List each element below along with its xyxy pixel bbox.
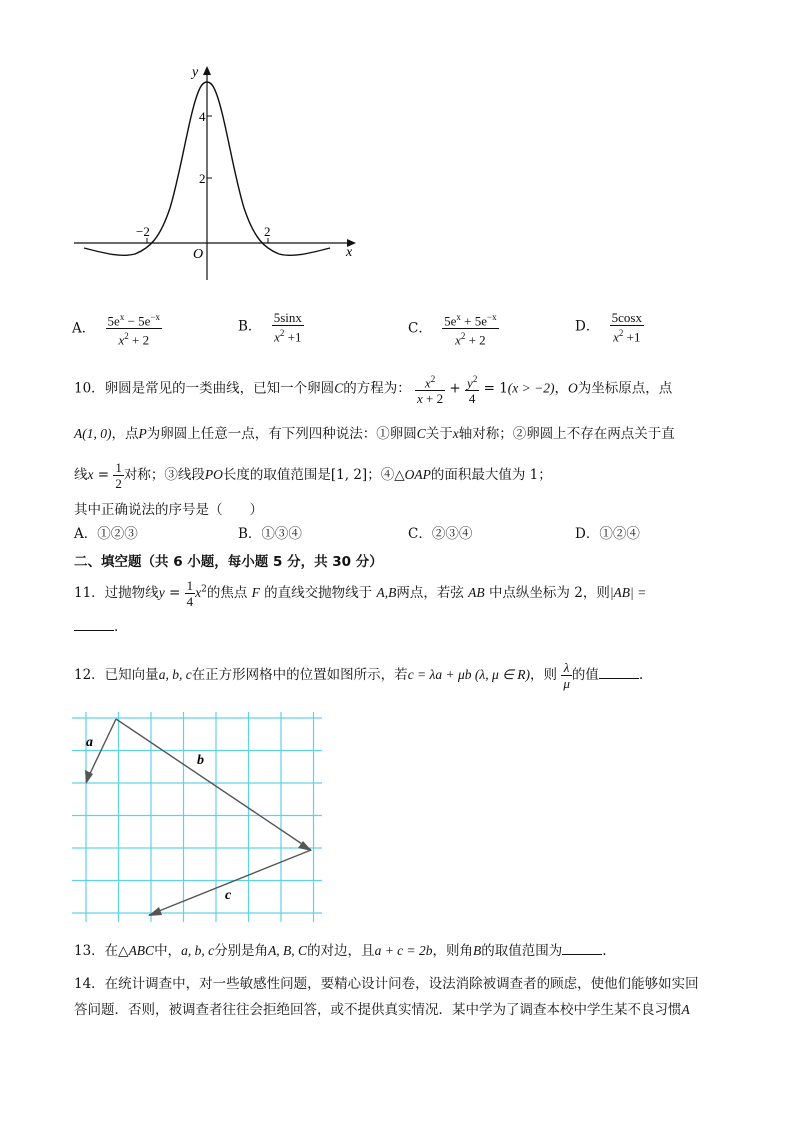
q10-option-d: D．①②④: [575, 526, 640, 542]
label-b: b: [197, 753, 204, 768]
q9-option-c: C． $\frac{5e^x + 5e^{-x}}{x^2 + 2}$: [408, 312, 497, 348]
tick-label-x2: 2: [264, 224, 271, 239]
vector-grid: [72, 712, 322, 922]
q10-option-a: A．①②③: [74, 526, 138, 542]
vector-b: [116, 719, 311, 850]
tick-label-y4: 4: [199, 109, 206, 124]
section-title: 二、填空题（共 6 小题，每小题 5 分，共 30 分）: [74, 554, 383, 570]
answer-blank[interactable]: [562, 940, 602, 955]
q10-option-b: B．①③④: [238, 526, 302, 542]
q12-line: 12．已知向量a, b, c在正方形网格中的位置如图所示，若c = λa + μb (λ, μ ∈ R)，则 $\frac{\lambda}{\mu}$ 的值 .: [74, 660, 644, 691]
q9-option-d: D． $\frac{5\cos x}{x^2 +1}$: [575, 310, 642, 345]
tick-label-y2: 2: [199, 171, 206, 186]
q14-line2: 答问题．否则，被调查者往往会拒绝回答，或不提供真实情况．某中学为了调查本校中学生某不良习惯A: [74, 1002, 690, 1018]
q10-option-c: C．②③④: [408, 526, 473, 542]
q9-option-b: B． $\frac{5\sin x}{x^2 +1}$: [238, 310, 302, 345]
arrowhead-a-icon: [85, 770, 93, 784]
y-label: y: [192, 65, 199, 80]
x-label: x: [346, 245, 353, 260]
q13-line: 13．在△ABC中，a, b, c分别是角A, B, C的对边，且a + c = 2b，则角B的取值范围为 .: [74, 940, 607, 961]
tick-label-xn2: −2: [136, 224, 150, 239]
answer-blank[interactable]: [599, 664, 639, 679]
q10-line1: 10．卵圆是常见的一类曲线，已知一个卵圆C的方程为： $\frac{x^2}{x + 2}$ + $\frac{y^2}{4}$ = 1(x > −2)，O为坐标原点，点: [74, 374, 673, 407]
origin-label: O: [193, 247, 204, 262]
label-a: a: [86, 735, 93, 750]
y-axis-arrow-icon: [203, 66, 211, 75]
q10-line2: A(1, 0)，点P为卵圆上任意一点，有下列四种说法：①卵圆C关于x轴对称；②卵圆上不存在两点关于直: [74, 426, 675, 442]
q10-line3: 线x = $\frac{1}{2}$ 对称；③线段PO长度的取值范围是[1, 2]；④△OAP的面积最大值为 1；: [74, 460, 552, 491]
q14-line1: 14．在统计调查中，对一些敏感性问题，要精心设计问卷，设法消除被调查者的顾虑，使他们能够如实回: [74, 976, 699, 992]
q9-option-a: A． $\frac{5e^x - 5e^{-x}}{x^2 + 2}$: [72, 312, 161, 348]
q11-line2: .: [74, 616, 118, 637]
label-c: c: [225, 888, 232, 903]
function-graph: [60, 58, 370, 290]
vector-c: [149, 850, 311, 915]
arrowhead-c-icon: [148, 907, 162, 916]
q10-line4: 其中正确说法的序号是（ ）: [74, 502, 263, 518]
answer-blank[interactable]: [74, 616, 114, 631]
q11-line1: 11．过抛物线y = $\frac{1}{4}$ $x^2$的焦点 F 的直线交抛物线于 A,B两点，若弦 AB 中点纵坐标为 2，则|AB| =: [74, 578, 647, 609]
